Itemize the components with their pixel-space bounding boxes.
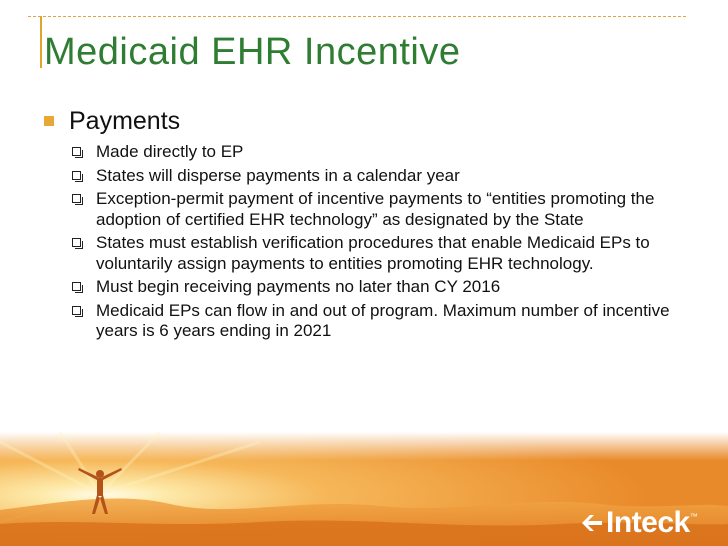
- sub-bullet-text: Medicaid EPs can flow in and out of program. Maximum number of incentive years is 6 years ending in 2021: [96, 300, 670, 340]
- inteck-arrow-icon: [580, 511, 604, 535]
- sub-bullet-text: Exception-permit payment of incentive payments to “entities promoting the adoption of certified EHR technology” as designated by the State: [96, 189, 655, 229]
- bullet-item-payments: [40, 107, 700, 135]
- slide-title: Medicaid EHR Incentive: [44, 31, 461, 73]
- frame-top-line: [28, 16, 686, 17]
- bullet-label: Payments: [69, 107, 181, 135]
- box-bullet-icon: [72, 238, 81, 247]
- box-bullet-icon: [72, 171, 81, 180]
- frame-left-line: [40, 16, 42, 68]
- sub-bullet-list: [40, 142, 700, 342]
- inteck-logo: [580, 508, 698, 538]
- sub-bullet-item: [72, 301, 700, 342]
- sub-bullet-text: Must begin receiving payments no later than CY 2016: [96, 277, 501, 296]
- sub-bullet-item: [72, 142, 700, 163]
- square-bullet-icon: [44, 116, 54, 126]
- sub-bullet-text: Made directly to EP: [96, 142, 244, 161]
- sub-bullet-text: States must establish verification procedures that enable Medicaid EPs to voluntarily assign payments to entities promoting EHR technology.: [96, 233, 650, 273]
- sub-bullet-text: States will disperse payments in a calendar year: [96, 165, 460, 185]
- sub-bullet-item: [72, 166, 700, 187]
- box-bullet-icon: [72, 147, 81, 156]
- bullet-list: [40, 107, 700, 345]
- box-bullet-icon: [72, 282, 81, 291]
- sub-bullet-item: [72, 277, 700, 298]
- box-bullet-icon: [72, 306, 81, 315]
- box-bullet-icon: [72, 194, 81, 203]
- logo-text: Inteck: [606, 506, 690, 539]
- sub-bullet-item: [72, 189, 700, 230]
- logo-trademark: ™: [689, 512, 698, 521]
- sub-bullet-item: [72, 233, 700, 274]
